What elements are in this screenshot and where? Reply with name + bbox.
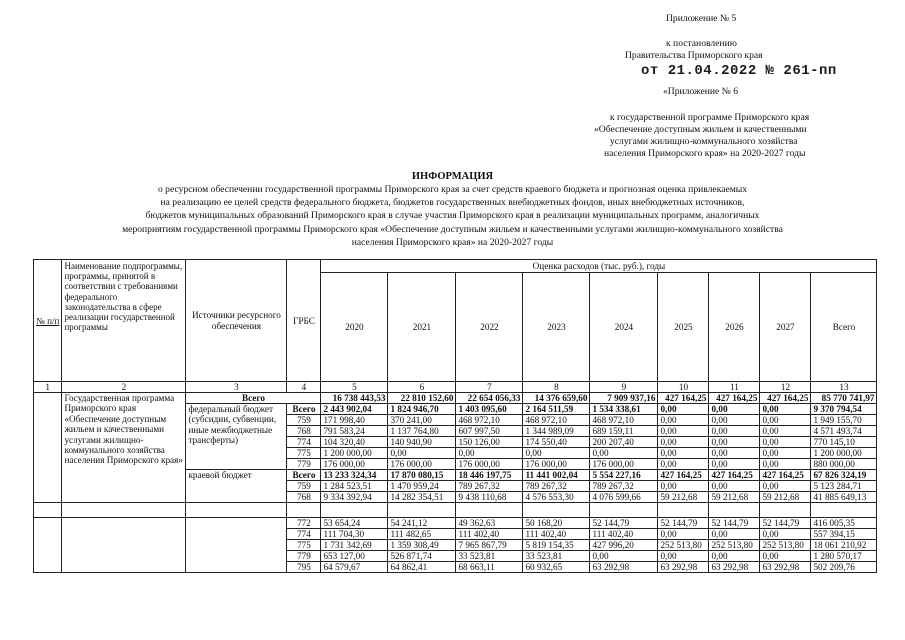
value-cell: 176 000,00 — [388, 459, 456, 470]
value-cell: 252 513,80 — [709, 540, 760, 551]
total-value: 16 738 443,53 — [321, 393, 388, 404]
value-cell: 0,00 — [590, 448, 658, 459]
total-value: 14 376 659,60 — [523, 393, 590, 404]
total-value: 22 654 056,33 — [456, 393, 523, 404]
grbs-code: 774 — [287, 437, 321, 448]
value-cell: 0,00 — [456, 448, 523, 459]
value-cell: 0,00 — [658, 415, 709, 426]
grbs-code: 759 — [287, 415, 321, 426]
col-number: 13 — [811, 382, 877, 393]
value-cell: 607 997,50 — [456, 426, 523, 437]
program-name: Государственная программа Приморского края «Обеспечение доступным жильем и качественными услугами жилищно-коммунального хозяйства населения Приморского края» — [62, 393, 186, 503]
col-number: 10 — [658, 382, 709, 393]
resolution-stamp: от 21.04.2022 № 261-пп — [641, 63, 837, 79]
value-cell: 2 443 902,04 — [321, 404, 388, 415]
year-header: 2020 — [321, 273, 388, 382]
value-cell: 111 402,40 — [523, 529, 590, 540]
value-cell: 0,00 — [658, 448, 709, 459]
value-cell: 427 164,25 — [760, 470, 811, 481]
grbs-code: 768 — [287, 426, 321, 437]
value-cell: 13 233 324,34 — [321, 470, 388, 481]
year-header: 2021 — [388, 273, 456, 382]
col-number: 3 — [186, 382, 287, 393]
value-cell: 176 000,00 — [590, 459, 658, 470]
value-cell: 1 344 989,09 — [523, 426, 590, 437]
value-cell: 0,00 — [523, 448, 590, 459]
value-cell: 53 654,24 — [321, 518, 388, 529]
value-cell: 5 123 284,71 — [811, 481, 877, 492]
row-number — [34, 518, 62, 573]
value-cell: 0,00 — [709, 459, 760, 470]
value-cell: 1 200 000,00 — [321, 448, 388, 459]
col-source-header: Источники ресурсного обеспечения — [186, 260, 287, 382]
value-cell: 0,00 — [760, 448, 811, 459]
value-cell: 111 482,65 — [388, 529, 456, 540]
value-cell: 427 996,20 — [590, 540, 658, 551]
value-cell: 0,00 — [709, 481, 760, 492]
value-cell: 0,00 — [658, 529, 709, 540]
value-cell: 252 513,80 — [760, 540, 811, 551]
col-number: 5 — [321, 382, 388, 393]
year-header: 2027 — [760, 273, 811, 382]
value-cell: 1 470 959,24 — [388, 481, 456, 492]
table-row — [34, 518, 877, 529]
to-resolution: к постановлению — [666, 38, 737, 49]
value-cell: 789 267,32 — [456, 481, 523, 492]
value-cell: 33 523,81 — [456, 551, 523, 562]
value-cell: 0,00 — [658, 426, 709, 437]
value-cell: 2 164 511,59 — [523, 404, 590, 415]
grbs-code: 759 — [287, 481, 321, 492]
value-cell: 0,00 — [760, 481, 811, 492]
value-cell: 4 576 553,30 — [523, 492, 590, 503]
year-header: 2023 — [523, 273, 590, 382]
value-cell: 1 534 338,61 — [590, 404, 658, 415]
value-cell: 104 320,40 — [321, 437, 388, 448]
value-cell: 0,00 — [709, 437, 760, 448]
row-number — [34, 393, 62, 503]
value-cell: 200 207,40 — [590, 437, 658, 448]
grbs-code: Всего — [287, 404, 321, 415]
value-cell: 176 000,00 — [321, 459, 388, 470]
title-line-3: бюджетов муниципальных образований Приморского края в случае участия Приморского края в реализации муниципальных программ, аналогичных — [145, 210, 760, 222]
value-cell: 54 241,12 — [388, 518, 456, 529]
value-cell: 0,00 — [709, 426, 760, 437]
appendix-number: Приложение № 5 — [666, 13, 737, 24]
value-cell: 50 168,20 — [523, 518, 590, 529]
grbs-code: 779 — [287, 551, 321, 562]
value-cell: 0,00 — [760, 437, 811, 448]
program-line-2: «Обеспечение доступным жильем и качественными — [594, 124, 807, 135]
value-cell: 1 280 570,17 — [811, 551, 877, 562]
value-cell: 0,00 — [590, 551, 658, 562]
value-cell: 59 212,68 — [709, 492, 760, 503]
value-cell: 1 359 308,49 — [388, 540, 456, 551]
value-cell: 880 000,00 — [811, 459, 877, 470]
value-cell: 63 292,98 — [658, 562, 709, 573]
col-estimate-header: Оценка расходов (тыс. руб.), годы — [321, 260, 877, 273]
value-cell: 0,00 — [709, 529, 760, 540]
value-cell: 64 579,67 — [321, 562, 388, 573]
value-cell: 0,00 — [658, 551, 709, 562]
value-cell: 0,00 — [709, 448, 760, 459]
value-cell: 0,00 — [760, 459, 811, 470]
grbs-code: 775 — [287, 540, 321, 551]
year-header: 2025 — [658, 273, 709, 382]
government-name: Правительства Приморского края — [625, 50, 763, 61]
value-cell: 653 127,00 — [321, 551, 388, 562]
value-cell: 0,00 — [658, 437, 709, 448]
value-cell: 18 061 210,92 — [811, 540, 877, 551]
value-cell: 150 126,00 — [456, 437, 523, 448]
year-header: 2024 — [590, 273, 658, 382]
appendix-6: «Приложение № 6 — [663, 86, 739, 97]
value-cell: 557 394,15 — [811, 529, 877, 540]
value-cell: 41 885 649,13 — [811, 492, 877, 503]
total-label: Всего — [186, 393, 321, 404]
value-cell: 427 164,25 — [709, 470, 760, 481]
value-cell: 59 212,68 — [658, 492, 709, 503]
col-number: 6 — [388, 382, 456, 393]
col-number: 8 — [523, 382, 590, 393]
value-cell: 789 267,32 — [523, 481, 590, 492]
value-cell: 0,00 — [760, 426, 811, 437]
value-cell: 176 000,00 — [523, 459, 590, 470]
value-cell: 427 164,25 — [658, 470, 709, 481]
col-num-header: № п/п — [34, 260, 62, 382]
value-cell: 689 159,11 — [590, 426, 658, 437]
value-cell: 526 871,74 — [388, 551, 456, 562]
col-grbs-header: ГРБС — [287, 260, 321, 382]
grbs-code: 795 — [287, 562, 321, 573]
value-cell: 111 402,40 — [456, 529, 523, 540]
value-cell: 9 438 110,68 — [456, 492, 523, 503]
value-cell: 0,00 — [709, 415, 760, 426]
value-cell: 7 965 867,79 — [456, 540, 523, 551]
col-number: 12 — [760, 382, 811, 393]
value-cell: 176 000,00 — [456, 459, 523, 470]
source-continued — [186, 518, 287, 573]
value-cell: 9 370 794,54 — [811, 404, 877, 415]
value-cell: 0,00 — [760, 415, 811, 426]
value-cell: 4 076 599,66 — [590, 492, 658, 503]
value-cell: 111 402,40 — [590, 529, 658, 540]
table-row — [34, 393, 877, 404]
value-cell: 468 972,10 — [456, 415, 523, 426]
value-cell: 60 932,65 — [523, 562, 590, 573]
program-name-continued — [62, 518, 186, 573]
value-cell: 4 571 493,74 — [811, 426, 877, 437]
value-cell: 0,00 — [760, 529, 811, 540]
value-cell: 252 513,80 — [658, 540, 709, 551]
value-cell: 0,00 — [388, 448, 456, 459]
col-number: 1 — [34, 382, 62, 393]
value-cell: 111 704,30 — [321, 529, 388, 540]
grbs-code: Всего — [287, 470, 321, 481]
document-title — [0, 170, 905, 249]
value-cell: 791 583,24 — [321, 426, 388, 437]
col-number: 2 — [62, 382, 186, 393]
value-cell: 52 144,79 — [760, 518, 811, 529]
column-number-row — [34, 382, 877, 393]
value-cell: 52 144,79 — [709, 518, 760, 529]
value-cell: 52 144,79 — [658, 518, 709, 529]
year-header: 2026 — [709, 273, 760, 382]
value-cell: 14 282 354,51 — [388, 492, 456, 503]
grbs-code: 775 — [287, 448, 321, 459]
value-cell: 64 862,41 — [388, 562, 456, 573]
value-cell: 171 998,40 — [321, 415, 388, 426]
value-cell: 468 972,10 — [523, 415, 590, 426]
value-cell: 11 441 002,04 — [523, 470, 590, 481]
value-cell: 1 731 342,69 — [321, 540, 388, 551]
value-cell: 770 145,10 — [811, 437, 877, 448]
value-cell: 63 292,98 — [709, 562, 760, 573]
value-cell: 9 334 392,94 — [321, 492, 388, 503]
value-cell: 1 403 095,60 — [456, 404, 523, 415]
value-cell: 59 212,68 — [760, 492, 811, 503]
total-value: 427 164,25 — [658, 393, 709, 404]
value-cell: 0,00 — [658, 459, 709, 470]
value-cell: 0,00 — [709, 404, 760, 415]
value-cell: 502 209,76 — [811, 562, 877, 573]
grbs-code: 768 — [287, 492, 321, 503]
value-cell: 140 940,90 — [388, 437, 456, 448]
grbs-code: 774 — [287, 529, 321, 540]
title-line-5: населения Приморского края» на 2020-2027 годы — [351, 236, 554, 248]
resource-table — [33, 259, 877, 573]
col-number: 11 — [709, 382, 760, 393]
regional-budget-label: краевой бюджет — [186, 470, 287, 503]
value-cell: 789 267,32 — [590, 481, 658, 492]
title-line-1: о ресурсном обеспечении государственной программы Приморского края за счет средств краевого бюджета и прогнозная оценка привлекаемых — [157, 184, 748, 195]
total-value: 427 164,25 — [760, 393, 811, 404]
page-gap-row — [34, 503, 877, 518]
value-cell: 33 523,81 — [523, 551, 590, 562]
value-cell: 5 819 154,35 — [523, 540, 590, 551]
value-cell: 370 241,00 — [388, 415, 456, 426]
value-cell: 1 824 946,70 — [388, 404, 456, 415]
program-line-4: населения Приморского края» на 2020-2027 годы — [604, 148, 806, 159]
value-cell: 0,00 — [760, 551, 811, 562]
value-cell: 67 826 324,19 — [811, 470, 877, 481]
title-line-2: на реализацию ее целей средств федерального бюджета, бюджетов государственных внебюджетных фондов, иных внебюджетных источников, — [160, 197, 745, 209]
value-cell: 1 949 155,70 — [811, 415, 877, 426]
value-cell: 63 292,98 — [760, 562, 811, 573]
program-line-1: к государственной программе Приморского края — [610, 112, 810, 123]
total-value: 7 909 937,16 — [590, 393, 658, 404]
federal-budget-label: федеральный бюджет (субсидии, субвенции, иные межбюджетные трансферты) — [186, 404, 287, 470]
col-number: 7 — [456, 382, 523, 393]
total-value: 427 164,25 — [709, 393, 760, 404]
value-cell: 17 870 080,15 — [388, 470, 456, 481]
value-cell: 18 446 197,75 — [456, 470, 523, 481]
value-cell: 0,00 — [658, 404, 709, 415]
value-cell: 5 554 227,16 — [590, 470, 658, 481]
value-cell: 1 284 523,51 — [321, 481, 388, 492]
value-cell: 468 972,10 — [590, 415, 658, 426]
value-cell: 0,00 — [709, 551, 760, 562]
col-number: 9 — [590, 382, 658, 393]
title-line-4: мероприятиям государственной программы Приморского края «Обеспечение доступным жильем и качественными услугами жилищно-коммунального хозяйства — [122, 223, 783, 235]
grbs-code: 772 — [287, 518, 321, 529]
value-cell: 68 663,11 — [456, 562, 523, 573]
value-cell: 416 005,35 — [811, 518, 877, 529]
value-cell: 49 362,63 — [456, 518, 523, 529]
col-number: 4 — [287, 382, 321, 393]
program-line-3: услугами жилищно-коммунального хозяйства — [610, 136, 798, 147]
value-cell: 1 200 000,00 — [811, 448, 877, 459]
year-header: Всего — [811, 273, 877, 382]
value-cell: 1 137 764,80 — [388, 426, 456, 437]
value-cell: 174 550,40 — [523, 437, 590, 448]
total-value: 85 770 741,97 — [811, 393, 877, 404]
col-name-header: Наименование подпрограммы, программы, принятой в соответствии с требованиями федерального законодательства в сфере реализации государственной программы — [62, 260, 186, 382]
value-cell: 0,00 — [760, 404, 811, 415]
title-heading: ИНФОРМАЦИЯ — [411, 171, 494, 182]
value-cell: 52 144,79 — [590, 518, 658, 529]
year-header: 2022 — [456, 273, 523, 382]
grbs-code: 779 — [287, 459, 321, 470]
value-cell: 0,00 — [658, 481, 709, 492]
total-value: 22 810 152,60 — [388, 393, 456, 404]
value-cell: 63 292,98 — [590, 562, 658, 573]
